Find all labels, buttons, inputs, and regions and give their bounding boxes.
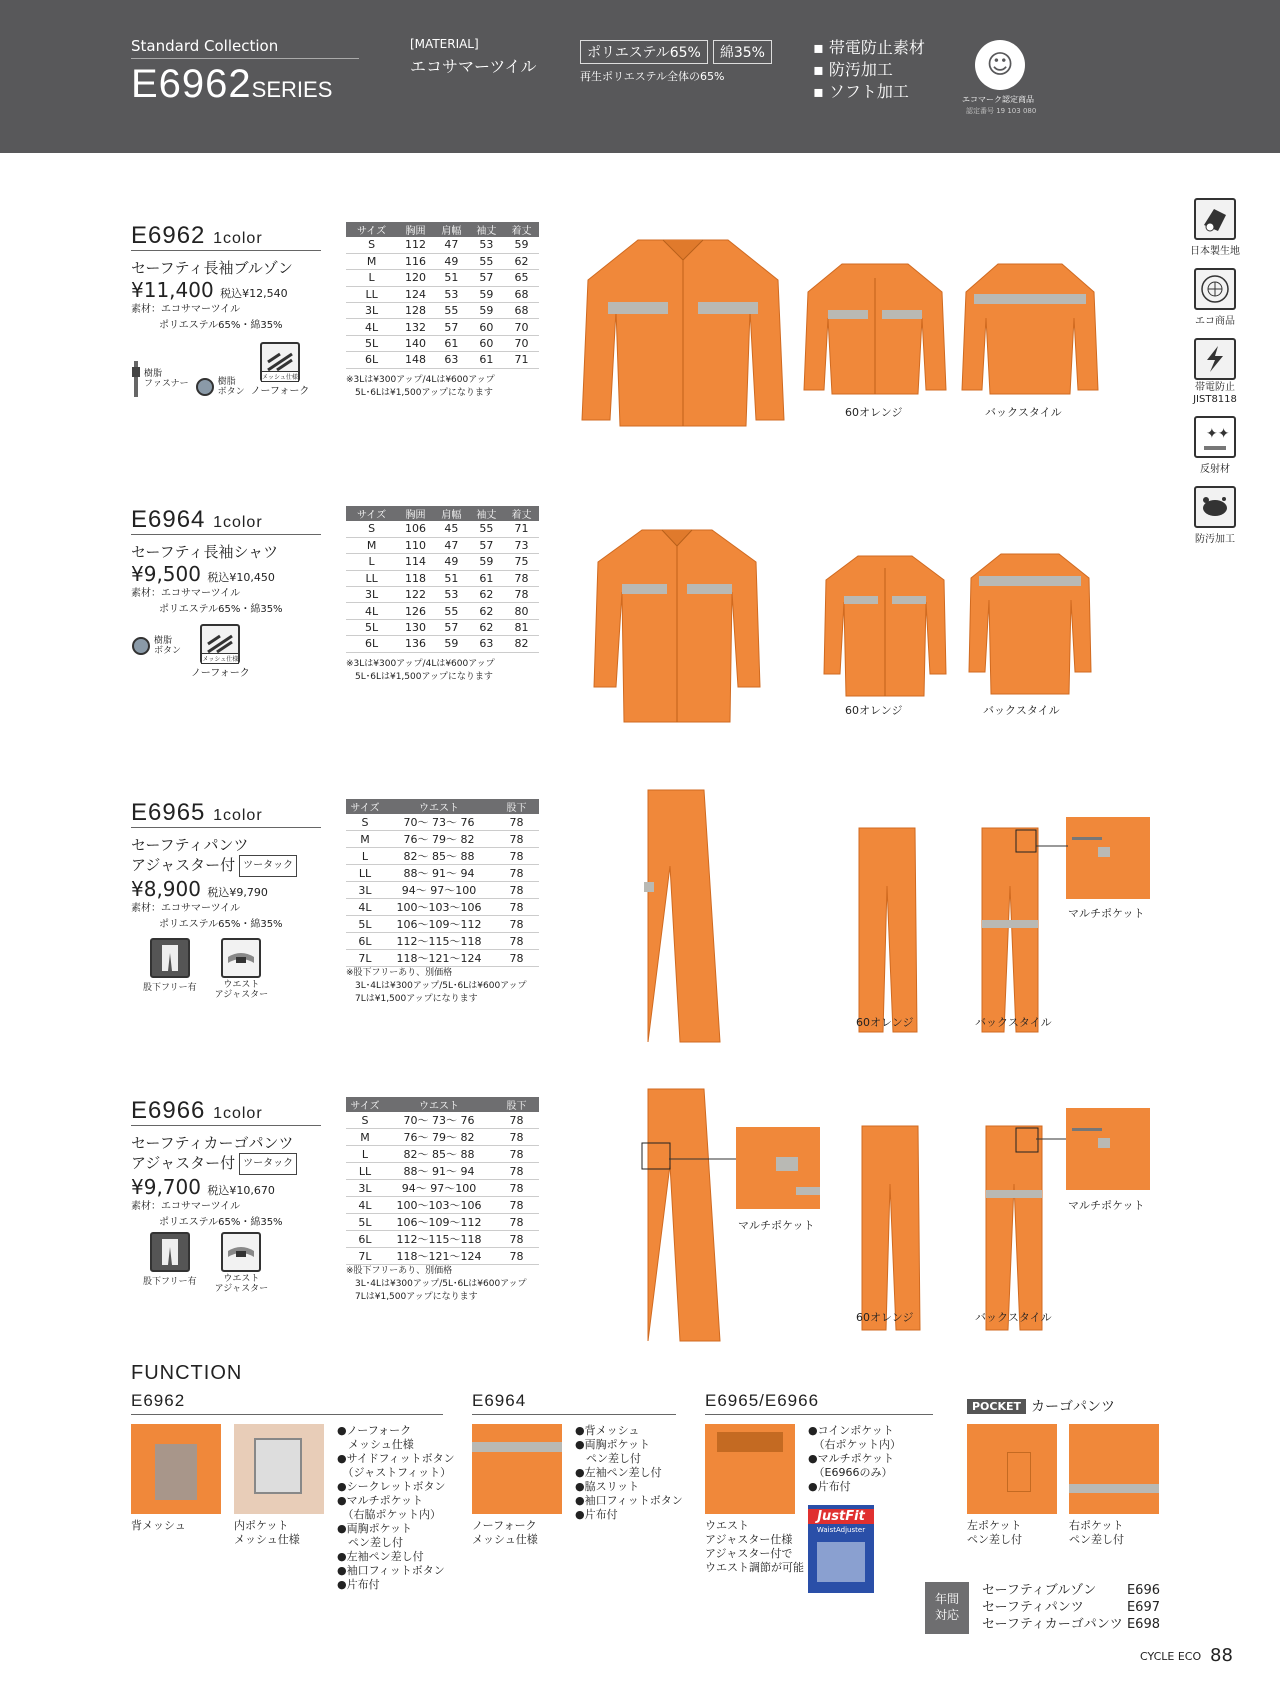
function-feature-list: ●コインポケット （右ポケット内） ●マルチポケット （E6966のみ） ●片布付 — [808, 1424, 901, 1493]
pants-front-image — [855, 826, 920, 1036]
size-table-header: サイズ 胸囲 肩幅 袖丈 着丈 — [346, 222, 539, 237]
table-row: M 110 47 57 73 — [346, 537, 539, 553]
table-row: 4L 100〜103〜106 78 — [346, 899, 539, 916]
color-label: 60オレンジ — [845, 406, 903, 419]
color-label: 60オレンジ — [856, 1016, 914, 1029]
norfolk-mesh-photo — [472, 1424, 562, 1514]
function-caption: ウエスト アジャスター仕様 アジャスター付で ウエスト調節が可能 — [705, 1519, 804, 1574]
table-row: 6L 136 59 63 82 — [346, 636, 539, 652]
product-name: セーフティカーゴパンツ — [131, 1134, 294, 1152]
cargo-back-pocket-detail-image — [1066, 1108, 1150, 1190]
badge-polyester: ポリエステル65% — [580, 40, 708, 64]
ecomark-icon: ☺ — [975, 40, 1025, 90]
jacket-front-image — [578, 230, 788, 430]
product-e6965 — [131, 799, 321, 933]
pants-icon — [150, 1232, 190, 1272]
button-icon — [195, 377, 215, 397]
size-note: ※3Lは¥300アップ/4Lは¥600アップ 5L･6Lは¥1,500アップになります — [346, 375, 495, 398]
detail-label: マルチポケット — [1068, 1199, 1145, 1212]
jacket-back-image — [960, 258, 1100, 398]
back-style-label: バックスタイル — [975, 1016, 1052, 1029]
feature-item: ▪ 防汚加工 — [813, 60, 893, 79]
header-features — [813, 37, 925, 103]
eco-id: 認定番号 19 103 080 — [966, 107, 1037, 115]
icon-label: 股下フリー有 — [143, 983, 197, 993]
shirt-front-image — [590, 522, 765, 727]
table-row: LL 124 53 59 68 — [346, 286, 539, 302]
color-label: 60オレンジ — [845, 704, 903, 717]
function-underline — [472, 1414, 676, 1415]
table-row: 6L 112〜115〜118 78 — [346, 933, 539, 950]
table-row: 5L 106〜109〜112 78 — [346, 1214, 539, 1231]
icon-label: 股下フリー有 — [143, 1277, 197, 1287]
japan-made-icon — [1194, 198, 1236, 240]
mesh-icon — [200, 624, 240, 664]
size-note: ※3Lは¥300アップ/4Lは¥600アップ 5L･6Lは¥1,500アップになります — [346, 659, 495, 682]
pocket-title: カーゴパンツ — [1031, 1399, 1116, 1415]
size-table — [346, 1097, 539, 1265]
mesh-tag: メッシュ仕様 — [261, 371, 299, 382]
mesh-feature — [191, 624, 250, 679]
size-table-header: サイズ 胸囲 肩幅 袖丈 着丈 — [346, 506, 539, 521]
side-icon-label: 反射材 — [1200, 464, 1230, 475]
size-note: ※股下フリーあり、別価格 3L･4Lは¥300アップ/5L･6Lは¥600アップ 7Lは¥1,500アップになります — [346, 968, 527, 1004]
icon-label: ノーフォーク — [191, 668, 250, 679]
adjuster-icon — [221, 1232, 261, 1272]
icon-label: ノーフォーク — [250, 386, 310, 397]
button-icon — [131, 636, 151, 656]
product-composition: ポリエステル65%・綿35% — [159, 604, 283, 615]
back-mesh-photo — [131, 1424, 221, 1514]
product-icons — [131, 624, 250, 679]
detail-leader-line — [669, 1153, 737, 1167]
pants-side-image — [640, 786, 730, 1046]
product-material: 素材：エコサマーツイル — [131, 588, 241, 599]
product-icons — [143, 938, 268, 1000]
header-band — [0, 0, 1280, 153]
icon-label: 樹脂 ボタン — [217, 377, 245, 397]
table-row: 5L 140 61 60 70 — [346, 335, 539, 351]
inner-pocket-photo — [234, 1424, 324, 1514]
function-e6962-title: E6962 — [131, 1391, 186, 1410]
antistatic-icon — [1194, 338, 1236, 380]
pants-back-image — [980, 826, 1040, 1036]
side-icon-label: エコ商品 — [1195, 316, 1235, 327]
function-caption: ノーフォーク メッシュ仕様 — [472, 1519, 538, 1546]
svg-text:✦✦: ✦✦ — [1206, 426, 1230, 442]
adjuster-feature — [215, 938, 268, 1000]
product-name: セーフティ長袖ブルゾン — [131, 259, 293, 277]
table-row: LL 118 51 61 78 — [346, 570, 539, 586]
product-material: 素材：エコサマーツイル — [131, 304, 241, 315]
side-icon-label: 帯電防止 JIST8118 — [1193, 382, 1237, 405]
side-icon-item — [1188, 486, 1250, 545]
cargo-pants-front-image — [858, 1124, 923, 1334]
size-table-header: サイズ ウエスト 股下 — [346, 1097, 539, 1112]
detail-leader-line — [1036, 833, 1068, 847]
size-table — [346, 222, 539, 369]
detail-label: マルチポケット — [738, 1219, 815, 1232]
function-caption: 背メッシュ — [131, 1519, 186, 1532]
list-item: セーフティパンツ E697 — [982, 1600, 1160, 1615]
zipper-feature — [131, 361, 189, 397]
stain-icon — [1194, 486, 1236, 528]
side-icon-item — [1188, 198, 1250, 257]
icon-label: 樹脂 ファスナー — [144, 369, 189, 389]
table-row: 3L 94〜 97〜100 78 — [346, 1180, 539, 1197]
two-tuck-tag: ツータック — [239, 855, 297, 877]
pants-icon — [150, 938, 190, 978]
product-code: E6966 1color — [131, 1097, 263, 1124]
material-label: [MATERIAL] — [410, 37, 479, 51]
series-title — [131, 62, 332, 107]
table-row: L 114 49 59 75 — [346, 554, 539, 570]
function-e6965-title: E6965/E6966 — [705, 1391, 820, 1410]
color-label: 60オレンジ — [856, 1311, 914, 1324]
product-price: ¥9,500 税込¥10,450 — [131, 562, 275, 586]
button-feature — [131, 636, 181, 656]
function-caption: 右ポケット ペン差し付 — [1069, 1519, 1124, 1546]
footer-brand: CYCLE ECO — [1140, 1650, 1202, 1663]
size-note: ※股下フリーあり、別価格 3L･4Lは¥300アップ/5L･6Lは¥600アップ 7Lは¥1,500アップになります — [346, 1266, 527, 1302]
detail-label: マルチポケット — [1068, 907, 1145, 920]
reflective-icon — [1194, 416, 1236, 458]
product-name-line2: アジャスター付 ツータック — [131, 1153, 321, 1175]
yearly-badge: 年間 対応 — [925, 1582, 969, 1634]
table-row: 4L 132 57 60 70 — [346, 319, 539, 335]
table-row: L 82〜 85〜 88 78 — [346, 1146, 539, 1163]
mesh-icon — [260, 342, 300, 382]
product-icons — [143, 1232, 268, 1294]
product-name: セーフティパンツ — [131, 836, 249, 854]
list-item: セーフティブルゾン E696 — [982, 1583, 1160, 1598]
size-table-header: サイズ ウエスト 股下 — [346, 799, 539, 814]
table-row: 5L 106〜109〜112 78 — [346, 916, 539, 933]
two-tuck-tag: ツータック — [239, 1153, 297, 1175]
function-title: FUNCTION — [131, 1362, 243, 1384]
cargo-pants-back-image — [984, 1124, 1044, 1334]
table-row: 3L 128 55 59 68 — [346, 303, 539, 319]
function-caption: 左ポケット ペン差し付 — [967, 1519, 1022, 1546]
product-code: E6965 1color — [131, 799, 263, 826]
left-pocket-photo — [967, 1424, 1057, 1514]
product-composition: ポリエステル65%・綿35% — [159, 320, 283, 331]
size-table — [346, 799, 539, 967]
table-row: S 106 45 55 71 — [346, 521, 539, 537]
shirt-back-image — [965, 548, 1095, 698]
page-number: 88 — [1210, 1645, 1233, 1666]
function-underline — [131, 1414, 443, 1415]
product-material: 素材：エコサマーツイル — [131, 903, 241, 914]
table-row: M 116 49 55 62 — [346, 253, 539, 269]
yearly-list — [982, 1582, 1160, 1633]
side-icon-label: 防汚加工 — [1195, 534, 1235, 545]
eco-label: エコマーク認定商品 — [962, 95, 1034, 104]
product-underline — [131, 1125, 321, 1126]
table-row: 3L 94〜 97〜100 78 — [346, 882, 539, 899]
function-feature-list: ●ノーフォーク メッシュ仕様 ●サイドフィットボタン （ジャストフィット） ●シークレットボタン ●マルチポケット （右脇ポケット内） ●両胸ポケット ペン差し付 ●左袖ペン差し付 ●袖口フィットボタン ●片布付 — [337, 1424, 455, 1591]
product-price: ¥11,400 税込¥12,540 — [131, 278, 288, 302]
table-row: L 82〜 85〜 88 78 — [346, 848, 539, 865]
product-underline — [131, 827, 321, 828]
detail-leader-line — [1036, 1126, 1068, 1140]
product-underline — [131, 534, 321, 535]
recycle-icon — [1194, 268, 1236, 310]
table-row: LL 88〜 91〜 94 78 — [346, 1163, 539, 1180]
mesh-tag: メッシュ仕様 — [201, 653, 239, 664]
recycle-note: 再生ポリエステル全体の65% — [580, 70, 725, 83]
product-composition: ポリエステル65%・綿35% — [159, 919, 283, 930]
function-feature-list: ●背メッシュ ●両胸ポケット ペン差し付 ●左袖ペン差し付 ●脇スリット ●袖口フィットボタン ●片布付 — [575, 1424, 683, 1521]
button-feature — [195, 377, 245, 397]
table-row: S 70〜 73〜 76 78 — [346, 1112, 539, 1129]
justfit-logo: JustFit WaistAdjuster — [808, 1505, 874, 1593]
table-row: S 112 47 53 59 — [346, 237, 539, 253]
table-row: LL 88〜 91〜 94 78 — [346, 865, 539, 882]
icon-label: ウエスト アジャスター — [214, 1274, 269, 1294]
table-row: M 76〜 79〜 82 78 — [346, 831, 539, 848]
product-price: ¥8,900 税込¥9,790 — [131, 877, 268, 901]
mesh-feature — [251, 342, 310, 397]
multi-pocket-detail-image — [1066, 817, 1150, 899]
feature-item: ▪ 帯電防止素材 — [813, 38, 925, 57]
product-e6962 — [131, 222, 321, 334]
table-row: 7L 118〜121〜124 78 — [346, 1248, 539, 1265]
side-icon-label: 日本製生地 — [1190, 246, 1240, 257]
table-row: L 120 51 57 65 — [346, 270, 539, 286]
series-suffix: SERIES — [251, 77, 333, 102]
pocket-heading — [967, 1396, 1115, 1416]
series-code: E6962 — [131, 62, 252, 106]
table-row: 5L 130 57 62 81 — [346, 619, 539, 635]
product-composition: ポリエステル65%・綿35% — [159, 1217, 283, 1228]
adjuster-feature — [215, 1232, 268, 1294]
product-code: E6962 1color — [131, 222, 263, 249]
table-row: 6L 148 63 61 71 — [346, 352, 539, 368]
shirt-front-small-image — [820, 550, 950, 700]
right-pocket-photo — [1069, 1424, 1159, 1514]
cargo-pants-side-image — [640, 1085, 730, 1345]
pocket-badge: POCKET — [967, 1399, 1026, 1414]
badge-cotton: 綿35% — [713, 40, 772, 64]
material-name: エコサマーツイル — [410, 57, 537, 76]
inseam-feature — [143, 1232, 197, 1294]
back-style-label: バックスタイル — [985, 406, 1062, 419]
size-table — [346, 506, 539, 653]
icon-label: 樹脂 ボタン — [154, 636, 182, 656]
function-caption: 内ポケット メッシュ仕様 — [234, 1519, 300, 1546]
inseam-feature — [143, 938, 197, 1000]
composition-badges — [580, 40, 777, 64]
function-e6964-title: E6964 — [472, 1391, 527, 1410]
table-row: 7L 118〜121〜124 78 — [346, 950, 539, 967]
header-divider — [131, 58, 359, 59]
waist-adjuster-photo — [705, 1424, 795, 1514]
adjuster-icon — [221, 938, 261, 978]
product-underline — [131, 250, 321, 251]
side-icon-item — [1188, 416, 1250, 475]
table-row: 4L 126 55 62 80 — [346, 603, 539, 619]
table-row: M 76〜 79〜 82 78 — [346, 1129, 539, 1146]
product-icons — [131, 342, 309, 397]
table-row: S 70〜 73〜 76 78 — [346, 814, 539, 831]
back-style-label: バックスタイル — [983, 704, 1060, 717]
table-row: 6L 112〜115〜118 78 — [346, 1231, 539, 1248]
cargo-multi-pocket-detail-image — [736, 1127, 820, 1209]
jacket-front-small-image — [800, 258, 950, 398]
collection-label: Standard Collection — [131, 37, 279, 55]
product-e6966 — [131, 1097, 321, 1231]
product-material: 素材：エコサマーツイル — [131, 1201, 241, 1212]
product-price: ¥9,700 税込¥10,670 — [131, 1175, 275, 1199]
side-icon-item — [1188, 268, 1250, 327]
feature-item: ▪ ソフト加工 — [813, 82, 909, 101]
back-style-label: バックスタイル — [975, 1311, 1052, 1324]
table-row: 4L 100〜103〜106 78 — [346, 1197, 539, 1214]
product-name-line2: アジャスター付 ツータック — [131, 855, 321, 877]
product-e6964 — [131, 506, 321, 618]
product-name: セーフティ長袖シャツ — [131, 543, 279, 561]
icon-label: ウエスト アジャスター — [214, 980, 269, 1000]
product-code: E6964 1color — [131, 506, 263, 533]
function-underline — [705, 1414, 933, 1415]
list-item: セーフティカーゴパンツ E698 — [982, 1617, 1160, 1632]
zipper-icon — [131, 361, 141, 397]
side-icon-item — [1188, 338, 1250, 406]
table-row: 3L 122 53 62 78 — [346, 587, 539, 603]
